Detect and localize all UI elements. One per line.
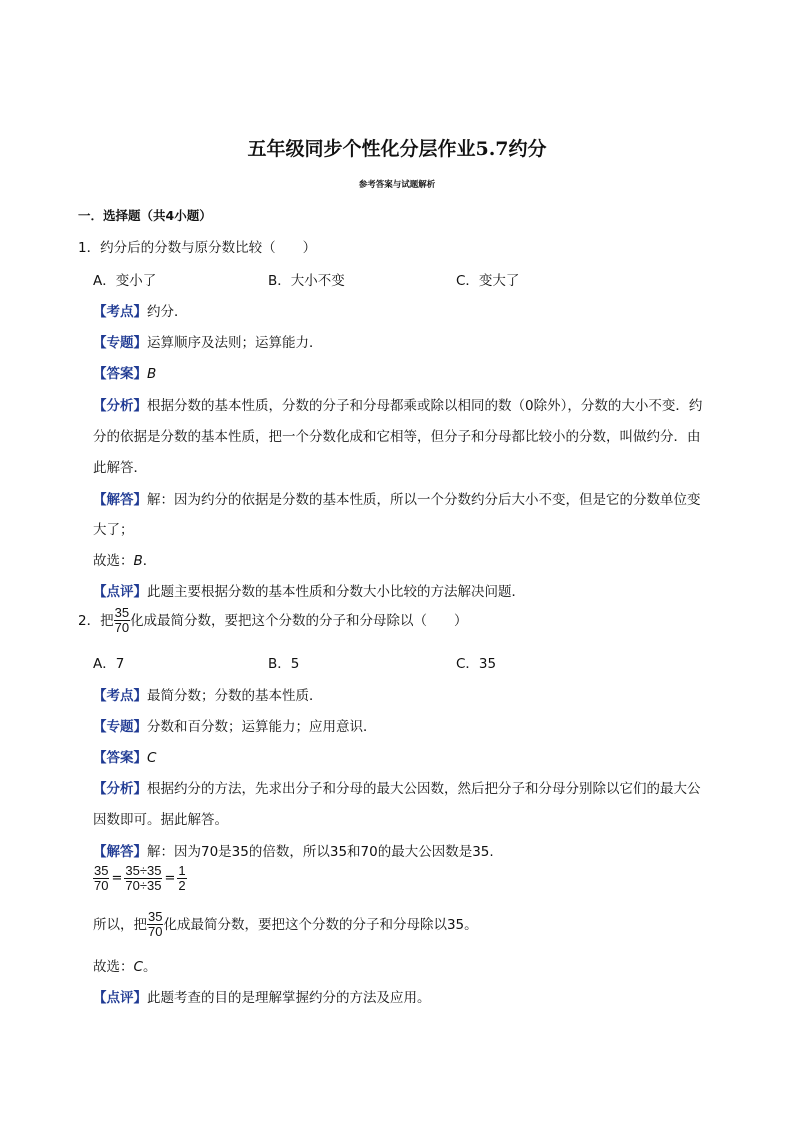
q1-zhuanti-text: 运算顺序及法则；运算能力． [147,335,323,351]
q2-jieda-line1 [93,840,494,860]
q1-jieda-tag: 【解答】 [93,492,147,508]
calc-fraction-division [124,864,162,894]
page-subtitle: 参考答案与试题解析 [358,180,436,190]
q2-answer-text: C [147,750,157,766]
fraction-numerator: 1 [178,863,186,878]
q2-option-a: A．7 [93,656,125,672]
q1-option-b: B．大小不变 [268,273,345,289]
fraction-denominator: 2 [178,878,186,894]
q2-answer [93,746,156,766]
q1-kaodian-tag: 【考点】 [93,304,147,320]
q2-conclusion-suffix: 化成最简分数，要把这个分数的分子和分母除以35。 [163,916,478,933]
q2-fenxi-line2: 因数即可。据此解答。 [93,812,228,828]
q2-dianping-text: 此题考查的目的是理解掌握约分的方法及应用。 [147,990,431,1006]
q2-conclusion-prefix: 所以，把 [93,916,147,933]
q2-kaodian [93,684,323,704]
q2-dianping-tag: 【点评】 [93,990,147,1006]
section-heading: 一．选择题（共4小题） [78,208,212,223]
fraction-numerator: 35÷35 [125,863,162,878]
q1-zhuanti [93,331,323,351]
q2-stem-fraction [114,606,130,636]
q1-dianping [93,580,525,600]
q1-fenxi-text1: 根据分数的基本性质，分数的分子和分母都乘或除以相同的数（0除外），分数的大小不变．约 [147,398,703,414]
q1-jieda-line1 [93,488,701,508]
q1-fenxi-tag: 【分析】 [93,398,147,414]
q1-kaodian-text: 约分． [147,304,188,320]
page-title: 五年级同步个性化分层作业5.7约分 [247,138,547,160]
calc-fraction-result [177,864,186,894]
q1-kaodian [93,300,188,320]
q2-jieda-tag: 【解答】 [93,844,147,860]
q2-fenxi-text1: 根据约分的方法，先求出分子和分母的最大公因数，然后把分子和分母分别除以它们的最大公 [147,781,701,797]
q2-guxuan-prefix: 故选： [93,959,134,975]
q2-stem-suffix: 化成最简分数，要把这个分数的分子和分母除以（ ） [130,612,468,629]
fraction-numerator: 35 [94,863,109,878]
q1-dianping-text: 此题主要根据分数的基本性质和分数大小比较的方法解决问题． [147,584,525,600]
q1-answer-text: B [147,366,157,382]
q2-option-b: B．5 [268,656,300,672]
q2-guxuan [93,955,156,975]
q1-guxuan-prefix: 故选： [93,553,134,569]
q1-stem: 1．约分后的分数与原分数比较（ ） [78,240,317,256]
q2-guxuan-suffix: 。 [142,959,157,975]
q1-guxuan-suffix: ． [142,553,157,569]
q2-stem-prefix: 2．把 [78,612,114,629]
q1-dianping-tag: 【点评】 [93,584,147,600]
q2-answer-tag: 【答案】 [93,750,147,766]
q1-jieda-text1: 解：因为约分的依据是分数的基本性质，所以一个分数约分后大小不变，但是它的分数单位变 [147,492,701,508]
q2-fenxi-tag: 【分析】 [93,781,147,797]
q2-dianping [93,986,431,1006]
q2-guxuan-answer: C [133,959,143,975]
q1-zhuanti-tag: 【专题】 [93,335,147,351]
q2-stem [78,606,468,636]
q1-fenxi-line1 [93,394,702,414]
q1-guxuan-answer: B [133,553,143,569]
q2-option-c: C．35 [456,656,497,672]
fraction-denominator: 70 [94,878,109,894]
q2-zhuanti [93,715,377,735]
equals-sign: = [164,871,176,887]
q2-zhuanti-text: 分数和百分数；运算能力；应用意识． [147,719,377,735]
q1-answer [93,362,156,382]
q1-fenxi-line2: 分的依据是分数的基本性质，把一个分数化成和它相等，但分子和分母都比较小的分数，叫做约分．由 [93,429,701,445]
calc-fraction-original [93,864,109,894]
fraction-numerator: 35 [148,909,163,924]
q2-conclusion-fraction [147,910,163,940]
q2-kaodian-tag: 【考点】 [93,688,147,704]
fraction-numerator: 35 [114,605,130,620]
q2-zhuanti-tag: 【专题】 [93,719,147,735]
q1-fenxi-line3: 此解答． [93,460,147,476]
fraction-denominator: 70 [148,924,163,940]
q1-answer-tag: 【答案】 [93,366,147,382]
q2-fenxi-line1 [93,777,701,797]
q1-option-c: C．变大了 [456,273,520,289]
q2-kaodian-text: 最简分数；分数的基本性质． [147,688,323,704]
q2-conclusion [93,910,478,940]
q1-guxuan [93,549,156,569]
fraction-denominator: 70÷35 [125,878,162,894]
fraction-denominator: 70 [114,620,130,636]
q2-calculation [93,864,187,894]
equals-sign: = [111,871,123,887]
q1-jieda-line2: 大了； [93,522,134,538]
q2-jieda-text1: 解：因为70是35的倍数，所以35和70的最大公因数是35. [147,844,494,860]
q1-option-a: A．变小了 [93,273,157,289]
